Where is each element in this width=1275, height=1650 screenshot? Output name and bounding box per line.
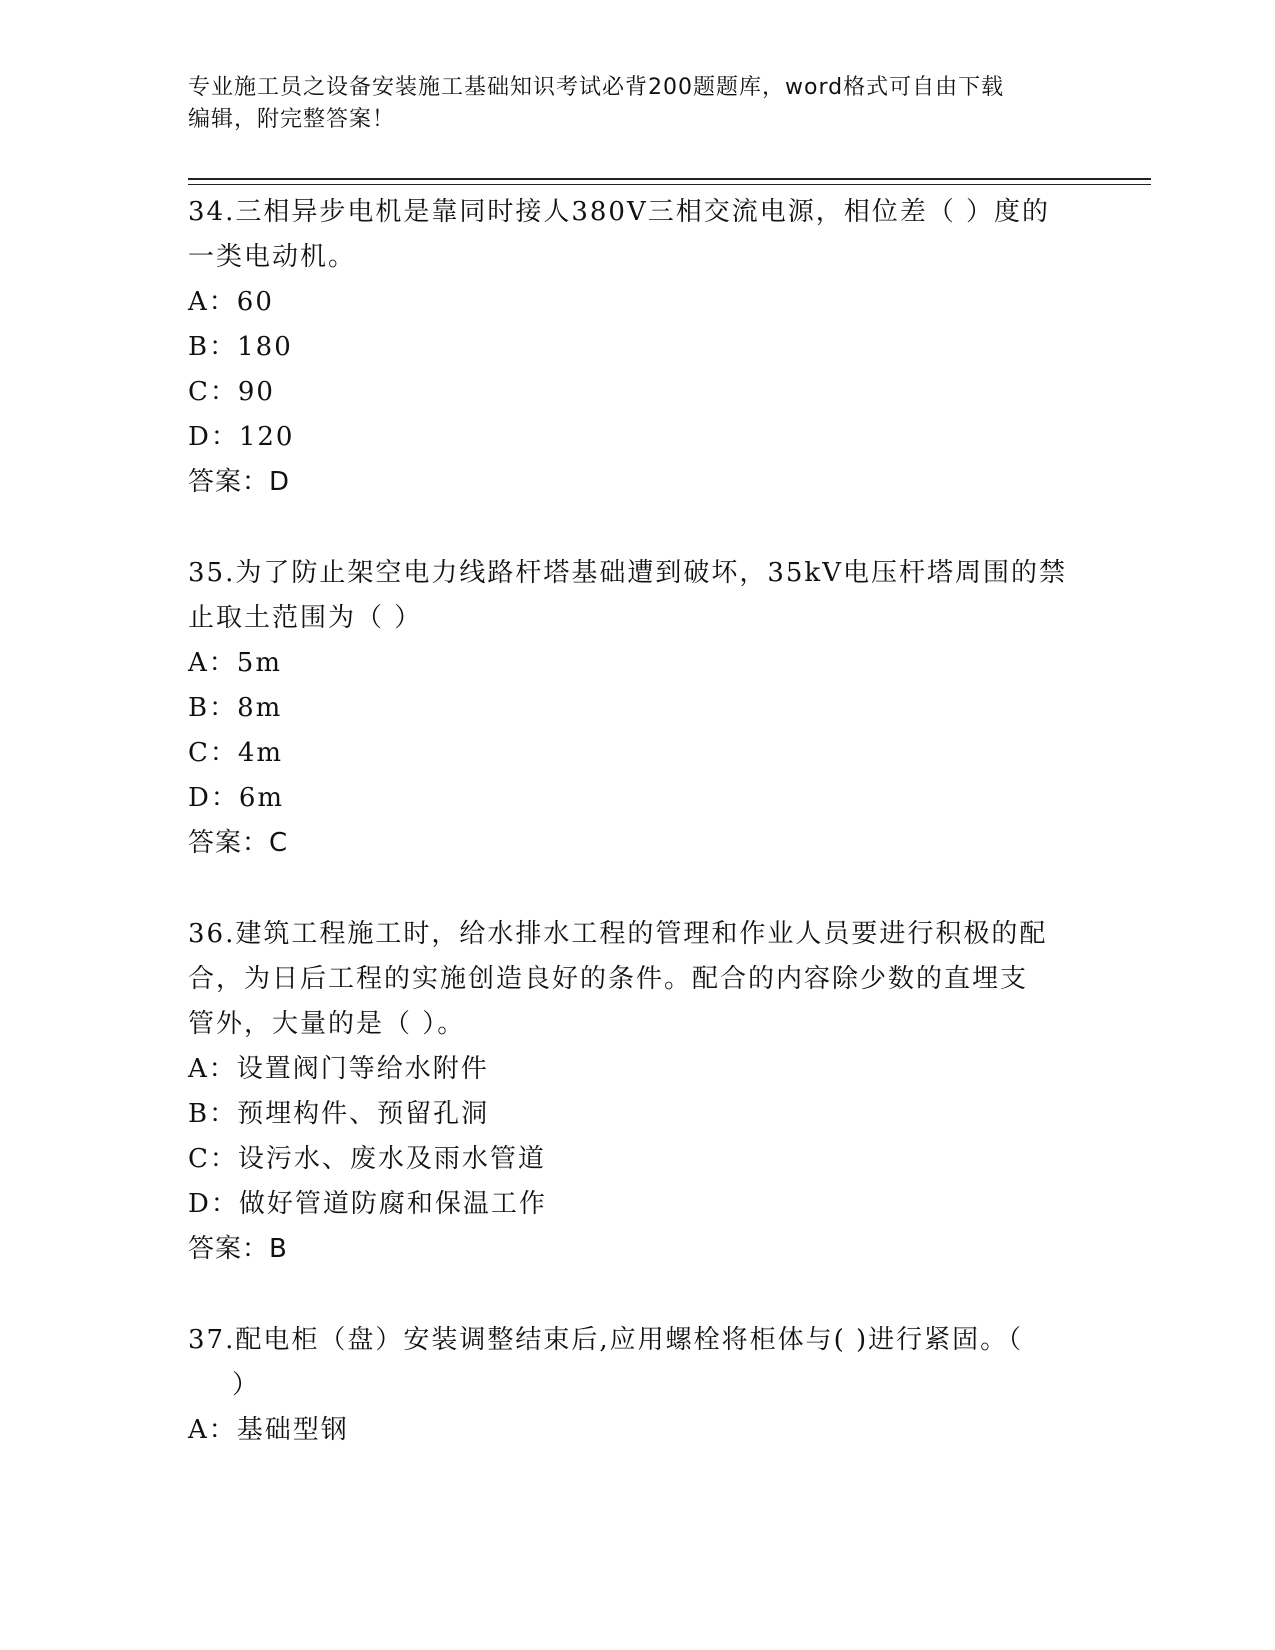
stem-line: 36.建筑工程施工时，给水排水工程的管理和作业人员要进行积极的配 — [188, 919, 1048, 949]
question-list — [188, 190, 1088, 1453]
header-line-1: 专业施工员之设备安装施工基础知识考试必背200题题库，word格式可自由下载 — [188, 75, 1005, 100]
option-c: C：90 — [188, 377, 275, 407]
stem-line: 合，为日后工程的实施创造良好的条件。配合的内容除少数的直埋支 — [188, 964, 1029, 994]
question-37 — [188, 1318, 1088, 1453]
option-a: A：60 — [188, 287, 274, 317]
option-d: D：120 — [188, 422, 295, 452]
option-c: C：4m — [188, 738, 284, 768]
header-divider-thin — [188, 184, 1151, 185]
question-stem — [188, 1318, 1088, 1408]
header-divider-thick — [188, 178, 1151, 180]
stem-line: 止取土范围为（ ） — [188, 603, 423, 633]
stem-line: 37.配电柜（盘）安装调整结束后,应用螺栓将柜体与( )进行紧固。（ — [188, 1325, 1024, 1355]
stem-line: 35.为了防止架空电力线路杆塔基础遭到破坏，35kV电压杆塔周围的禁 — [188, 558, 1067, 588]
question-36 — [188, 912, 1088, 1272]
question-stem — [188, 912, 1088, 1047]
question-35 — [188, 551, 1088, 866]
question-spacer — [188, 866, 1088, 912]
option-b: B：180 — [188, 332, 293, 362]
header-line-2: 编辑，附完整答案！ — [188, 107, 396, 132]
option-d: D：6m — [188, 783, 285, 813]
option-a: A：基础型钢 — [188, 1415, 349, 1445]
stem-line: 管外，大量的是（ ）。 — [188, 1009, 466, 1039]
answer-line: 答案：B — [188, 1234, 288, 1264]
question-34 — [188, 190, 1088, 505]
answer-line: 答案：C — [188, 828, 289, 858]
question-spacer — [188, 505, 1088, 551]
stem-line: 一类电动机。 — [188, 242, 357, 272]
stem-line: 34.三相异步电机是靠同时接人380V三相交流电源，相位差（ ）度的 — [188, 197, 1051, 227]
question-stem — [188, 551, 1088, 641]
option-b: B：预埋构件、预留孔洞 — [188, 1099, 490, 1129]
option-d: D：做好管道防腐和保温工作 — [188, 1189, 547, 1219]
document-header — [188, 72, 1088, 136]
option-c: C：设污水、废水及雨水管道 — [188, 1144, 546, 1174]
answer-line: 答案：D — [188, 467, 291, 497]
option-b: B：8m — [188, 693, 283, 723]
option-a: A：设置阀门等给水附件 — [188, 1054, 489, 1084]
question-stem — [188, 190, 1088, 280]
option-a: A：5m — [188, 648, 282, 678]
stem-line: ） — [232, 1370, 261, 1400]
question-spacer — [188, 1272, 1088, 1318]
